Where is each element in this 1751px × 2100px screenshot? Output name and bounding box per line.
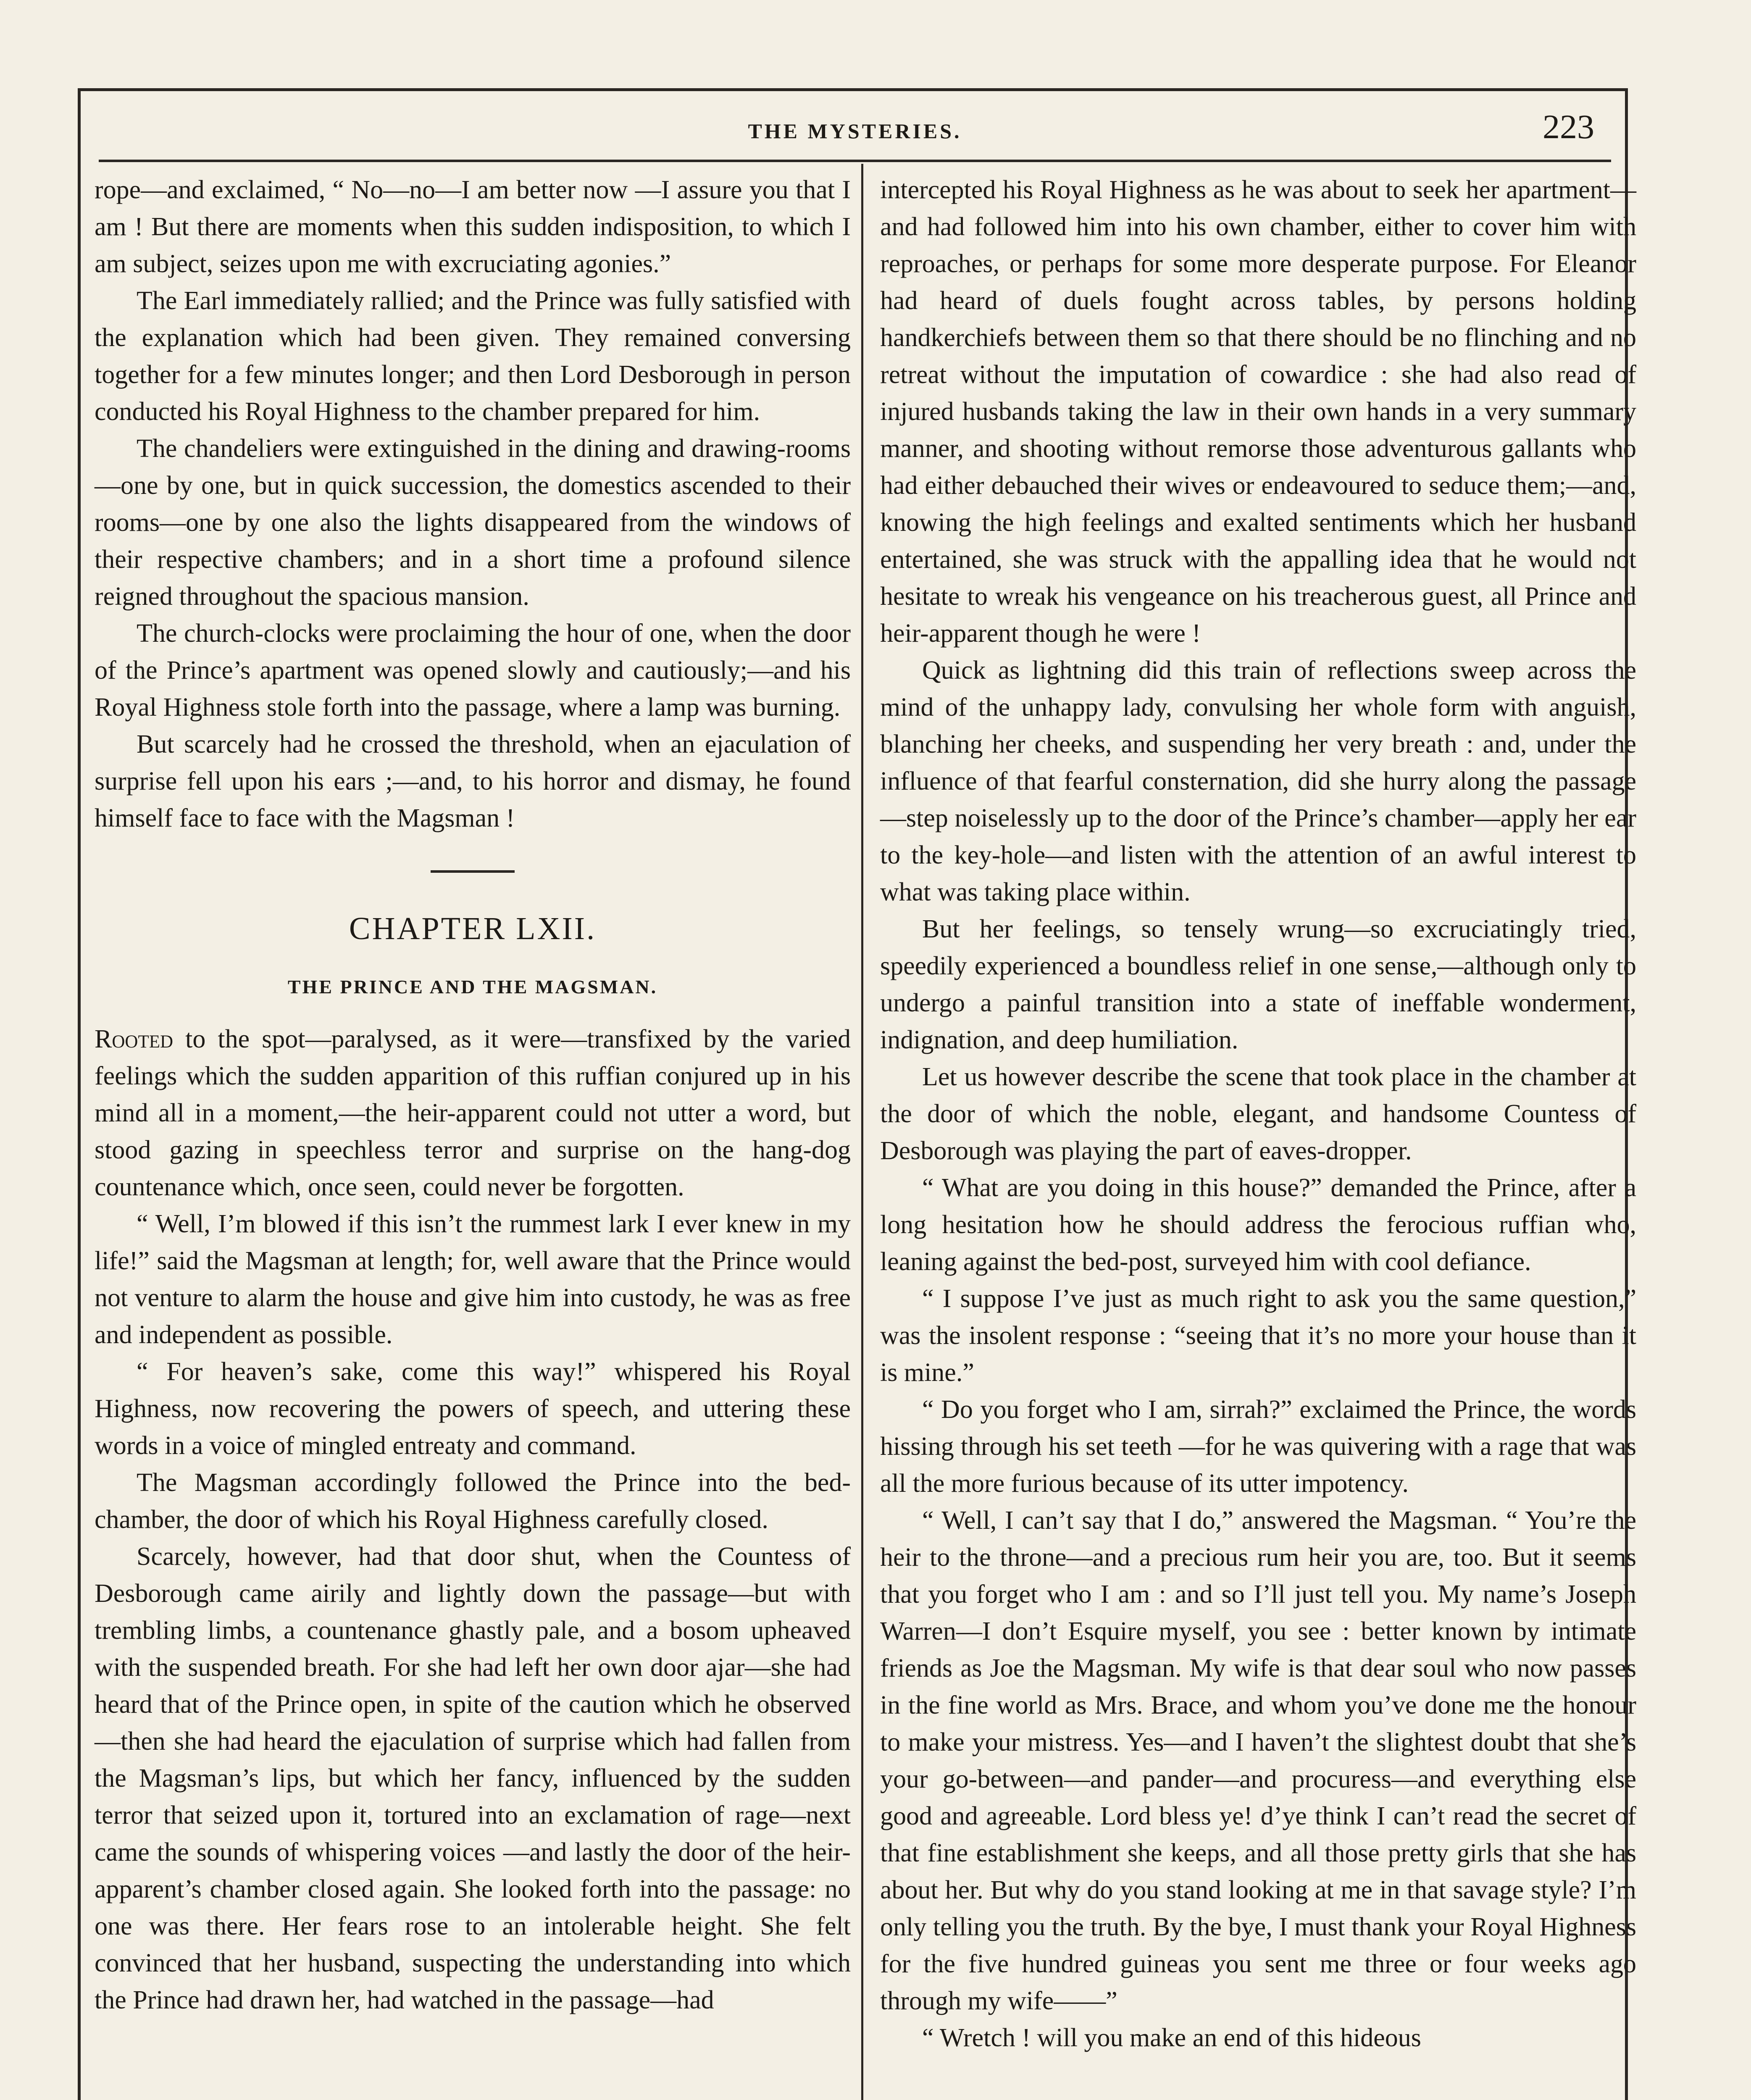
chapter-title: CHAPTER LXII. (349, 911, 597, 946)
left-column (95, 171, 851, 2019)
running-title: THE MYSTERIES. (748, 119, 962, 143)
paragraph: “ Wretch ! will you make an end of this hideous (922, 2024, 1421, 2052)
running-head (99, 107, 1611, 158)
paragraph: But scarcely had he crossed the threshold, when an ejaculation of surprise fell upon his ears ;—and, to his horror and dismay, he found himself face to face with the Magsman ! (95, 730, 851, 832)
paragraph: “ Well, I’m blowed if this isn’t the rummest lark I ever knew in my life!” said the Magsman at length; for, well aware that the Prince would not venture to alarm the house and give him into custody, he was as free and independent as possible. (95, 1210, 851, 1349)
paragraph: The chandeliers were extinguished in the dining and drawing-rooms—one by one, but in quick succession, the domestics ascended to their rooms—one by one also the lights disappeared from the windows of their respective chambers; and in a short time a profound silence reigned throughout the spacious mansion. (95, 434, 851, 611)
lead-text: to the spot—paralysed, as it were—transfixed by the varied feelings which the sudden apparition of this ruffian conjured up in his mind all in a moment,—the heir-apparent could not utter a word, but stood gazing in speechless terror and surprise on the hang-dog countenance which, once seen, could never be forgotten. (95, 1025, 851, 1201)
page-number: 223 (1543, 108, 1594, 146)
paragraph: The church-clocks were proclaiming the hour of one, when the door of the Prince’s apartment was opened slowly and cautiously;—and his Royal Highness stole forth into the passage, where a lamp was burning. (95, 619, 851, 722)
paragraph: “ I suppose I’ve just as much right to ask you the same question,” was the insolent response : “seeing that it’s no more your house than it is mine.” (880, 1284, 1636, 1387)
chapter-opening-paragraph (95, 1021, 851, 1205)
paragraph: But her feelings, so tensely wrung—so excruciatingly tried, speedily experienced a boundless relief in one sense,—although only to undergo a painful transition into a state of ineffable wonderment, indignation, and deep humiliation. (880, 915, 1636, 1054)
paragraph: Scarcely, however, had that door shut, when the Countess of Desborough came airily and lightly down the passage—but with trembling limbs, a countenance ghastly pale, and a bosom upheaved with the suspended breath. For she had left her own door ajar—she had heard that of the Prince open, in spite of the caution which he observed—then she had heard the ejaculation of surprise which had fallen from the Magsman’s lips, but which her fancy, influenced by the sudden terror that seized upon it, tortured into an exclamation of rage—next came the sounds of whispering voices —and lastly the door of the heir-apparent’s chamber closed again. She looked forth into the passage: no one was there. Her fears rose to an intolerable height. She felt convinced that her husband, suspecting the understanding into which the Prince had drawn her, had watched in the passage—had (95, 1542, 851, 2014)
lead-word: Rooted (95, 1025, 174, 1053)
chapter-heading (95, 870, 851, 1004)
header-rule (99, 160, 1611, 162)
paragraph: Let us however describe the scene that took place in the chamber at the door of which the noble, elegant, and handsome Countess of Desborough was playing the part of eaves-dropper. (880, 1063, 1636, 1165)
chapter-rule (431, 870, 515, 873)
paragraph: rope—and exclaimed, “ No—no—I am better now —I assure you that I am ! But there are moments when this sudden indisposition, to which I am subject, seizes upon me with excruciating agonies.” (95, 176, 851, 278)
paragraph: “ What are you doing in this house?” demanded the Prince, after a long hesitation how he should address the ferocious ruffian who, leaning against the bed-post, surveyed him with cool defiance. (880, 1173, 1636, 1276)
paragraph: “ Well, I can’t say that I do,” answered the Magsman. “ You’re the heir to the throne—and a precious rum heir you are, too. But it seems that you forget who I am : and so I’ll just tell you. My name’s Joseph Warren—I don’t Esquire myself, you see : better known by intimate friends as Joe the Magsman. My wife is that dear soul who now passes in the fine world as Mrs. Brace, and whom you’ve done me the honour to make your mistress. Yes—and I haven’t the slightest doubt that she’s your go-between—and pander—and procuress—and everything else good and agreeable. Lord bless ye! d’ye think I can’t read the secret of that fine establishment she keeps, and all those pretty girls that she has about her. But why do you stand looking at me in that savage style? I’m only telling you the truth. By the bye, I must thank your Royal Highness for the five hundred guineas you sent me three or four weeks ago through my wife——” (880, 1506, 1636, 2015)
right-column (880, 171, 1636, 2056)
paragraph: “ For heaven’s sake, come this way!” whispered his Royal Highness, now recovering the powers of speech, and uttering these words in a voice of mingled entreaty and command. (95, 1357, 851, 1460)
chapter-subtitle: THE PRINCE AND THE MAGSMAN. (287, 976, 658, 998)
column-divider (861, 164, 863, 2100)
paragraph: The Magsman accordingly followed the Prince into the bed-chamber, the door of which his Royal Highness carefully closed. (95, 1468, 851, 1534)
paragraph: “ Do you forget who I am, sirrah?” exclaimed the Prince, the words hissing through his set teeth —for he was quivering with a rage that was all the more furious because of its utter impotency. (880, 1395, 1636, 1498)
paragraph: The Earl immediately rallied; and the Prince was fully satisfied with the explanation which had been given. They remained conversing together for a few minutes longer; and then Lord Desborough in person conducted his Royal Highness to the chamber prepared for him. (95, 286, 851, 426)
paragraph: intercepted his Royal Highness as he was about to seek her apartment—and had followed him into his own chamber, either to cover him with reproaches, or perhaps for some more desperate purpose. For Eleanor had heard of duels fought across tables, by persons holding handkerchiefs between them so that there should be no flinching and no retreat without the imputation of cowardice : she had also read of injured husbands taking the law in their own hands in a very summary manner, and shooting without remorse those adventurous gallants who had either debauched their wives or endeavoured to seduce them;—and, knowing the high feelings and exalted sentiments which her husband entertained, she was struck with the appalling idea that he would not hesitate to wreak his vengeance on his treacherous guest, all Prince and heir-apparent though he were ! (880, 176, 1636, 648)
paragraph: Quick as lightning did this train of reflections sweep across the mind of the unhappy lady, convulsing her whole form with anguish, blanching her cheeks, and suspending her very breath : and, under the influence of that fearful consternation, did she hurry along the passage—step noiselessly up to the door of the Prince’s chamber—apply her ear to the key-hole—and listen with the attention of an awful interest to what was taking place within. (880, 656, 1636, 906)
